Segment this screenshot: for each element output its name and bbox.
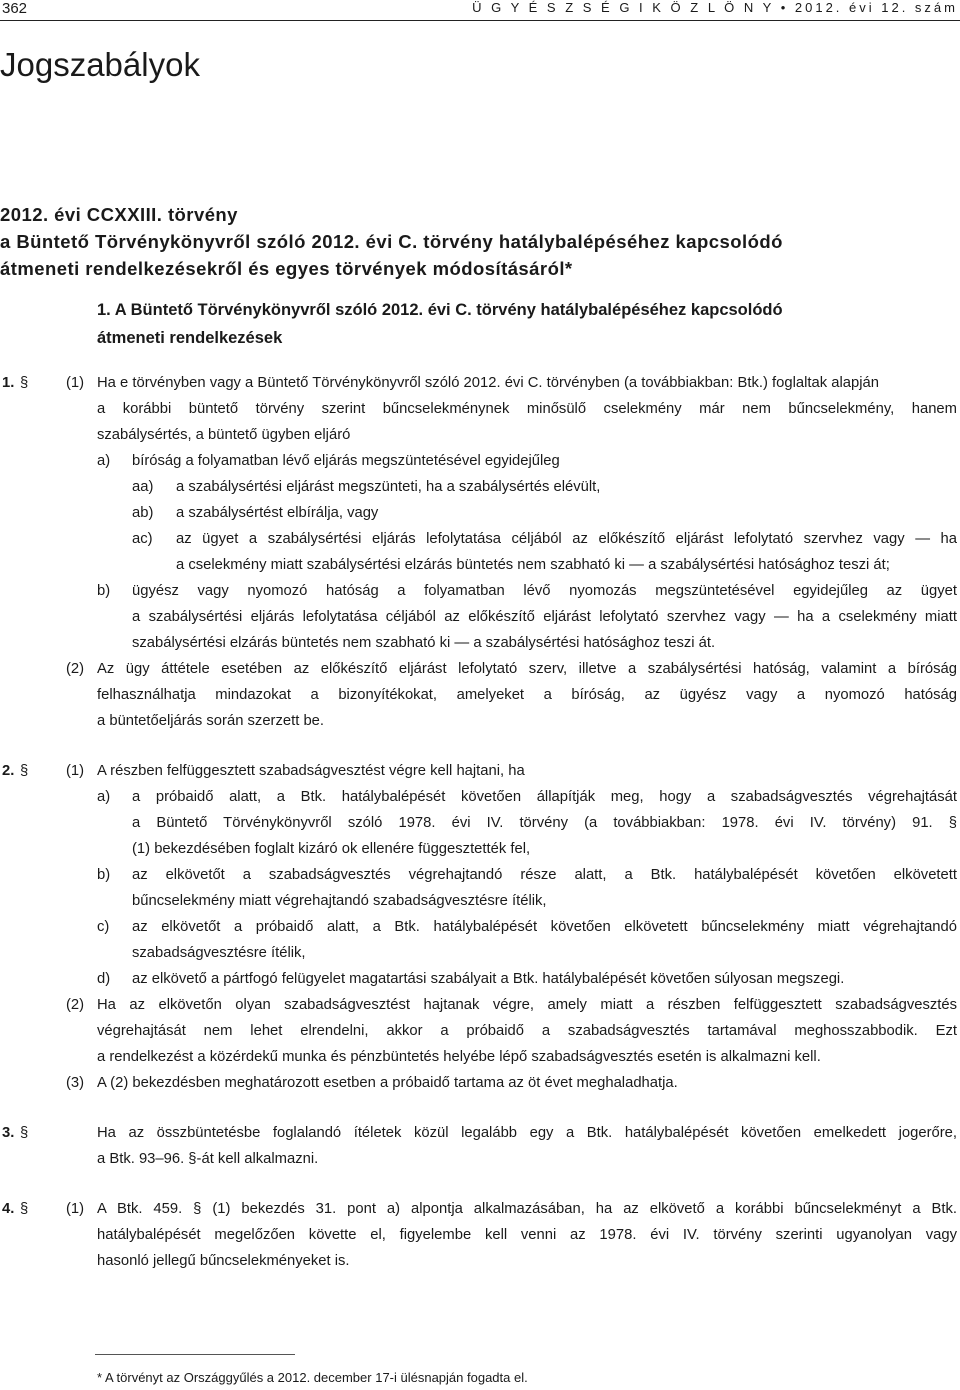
text-line: a szabálysértést elbírálja, vagy xyxy=(176,505,379,521)
point-label: b) xyxy=(97,583,111,599)
subpoint-label: ab) xyxy=(132,505,154,521)
section-sign: § xyxy=(20,763,29,779)
subsection-label: (2) xyxy=(66,661,85,677)
page-number: 362 xyxy=(2,0,28,17)
text-line: Az ügy áttétele esetében az előkészítő eljárást lefolytató szerv, illetve a szabálysértési hatóság, valamint a bíróság xyxy=(97,661,957,677)
text-line: Ha e törvényben vagy a Büntető Törvénykönyvről szóló 2012. évi C. törvényben (a továbbiakban: Btk.) foglaltak alapján xyxy=(97,375,879,391)
text-line: szabálysértés, a büntető ügyben eljáró xyxy=(97,427,351,443)
point-label: d) xyxy=(97,971,111,987)
paragraph-number: 1. xyxy=(2,375,15,391)
header-divider xyxy=(0,20,960,21)
text-line: a szabálysértési eljárást megszünteti, ha a szabálysértés elévült, xyxy=(176,479,601,495)
chapter-heading xyxy=(97,296,783,352)
law-title-line: a Büntető Törvénykönyvről szóló 2012. évi C. törvény hatálybalépéséhez kapcsolódó xyxy=(0,231,783,252)
chapter-heading-line: átmeneti rendelkezések xyxy=(97,329,283,347)
subsection-label: (2) xyxy=(66,997,85,1013)
law-title-line: átmeneti rendelkezésekről és egyes törvények módosításáról* xyxy=(0,258,573,279)
text-line: hatálybalépését megelőzően követte el, figyelembe kell venni az 1978. évi IV. törvény szerinti ugyanolyan vagy xyxy=(97,1227,957,1243)
journal-title: Ü G Y É S Z S É G I K Ö Z L Ö N Y • 2012. évi 12. szám xyxy=(472,0,958,15)
text-line: A (2) bekezdésben meghatározott esetben a próbaidő tartama az öt évet meghaladhatja. xyxy=(97,1075,678,1091)
text-line: hasonló jellegű bűncselekményeket is. xyxy=(97,1253,350,1269)
text-line: felhasználhatja mindazokat a bizonyítékokat, amelyeket a bíróság, az ügyész vagy a nyomozó hatóság xyxy=(97,687,957,703)
text-line: A Btk. 459. § (1) bekezdés 31. pont a) alpontja alkalmazásában, ha az elkövető a korábbi bűncselekményt a Btk. xyxy=(97,1201,957,1217)
text-line: a cselekmény miatt szabálysértési elzárás büntetés nem szabható ki — a szabálysértési hatósághoz teszi át; xyxy=(176,557,890,573)
text-line: a Btk. 93–96. §-át kell alkalmazni. xyxy=(97,1151,319,1167)
text-line: bűncselekmény miatt végrehajtandó szabadságvesztésre ítélik, xyxy=(132,893,547,909)
text-line: a szabálysértési eljárás lefolytatása céljából az előkészítő eljárást lefolytató szervhez vagy — ha a cselekmény miatt xyxy=(132,609,957,625)
text-line: az elkövetőt a szabadságvesztés végrehajtandó része alatt, a Btk. hatálybalépését követően elkövetett xyxy=(132,867,957,883)
paragraph-number: 3. xyxy=(2,1125,15,1141)
text-line: Ha az összbüntetésbe foglalandó ítéletek közül legalább egy a Btk. hatálybalépését követően emelkedett jogerőre, xyxy=(97,1125,957,1141)
subpoint-label: aa) xyxy=(132,479,154,495)
text-line: Ha az elkövetőn olyan szabadságvesztést hajtanak végre, amely miatt a részben felfüggesztett szabadságvesztés xyxy=(97,997,957,1013)
law-title-line: 2012. évi CCXXIII. törvény xyxy=(0,204,238,225)
text-line: az elkövetőt a próbaidő alatt, a Btk. hatálybalépését követően elkövetett bűncselekmény miatt végrehajtandó xyxy=(132,919,957,935)
text-line: A részben felfüggesztett szabadságvesztést végre kell hajtani, ha xyxy=(97,763,525,779)
text-line: a rendelkezést a közérdekű munka és pénzbüntetés helyébe lépő szabadságvesztés esetén is alkalmazni kell. xyxy=(97,1049,821,1065)
paragraph-number: 2. xyxy=(2,763,15,779)
text-line: a Büntető Törvénykönyvről szóló 1978. évi IV. törvény (a továbbiakban: 1978. évi IV. törvény) 91. § xyxy=(132,815,957,831)
text-line: szabálysértési elzárás büntetés nem szabható ki — a szabálysértési hatósághoz teszi át. xyxy=(132,635,716,651)
text-line: bíróság a folyamatban lévő eljárás megszüntetésével egyidejűleg xyxy=(132,453,560,469)
section-sign: § xyxy=(20,1125,29,1141)
footnote-divider xyxy=(95,1354,295,1355)
footnote: * A törvényt az Országgyűlés a 2012. december 17-i ülésnapján fogadta el. xyxy=(97,1370,528,1385)
point-label: c) xyxy=(97,919,110,935)
text-line: a korábbi büntető törvény szerint bűncselekménynek minősülő cselekmény már nem bűncselekmény, hanem xyxy=(97,401,957,417)
text-line: a próbaidő alatt, a Btk. hatálybalépését követően állapítják meg, hogy a szabadságvesztés végrehajtását xyxy=(132,789,957,805)
subsection-label: (3) xyxy=(66,1075,85,1091)
section-title: Jogszabályok xyxy=(0,46,200,83)
section-sign: § xyxy=(20,375,29,391)
law-title xyxy=(0,201,783,282)
text-line: szabadságvesztésre ítélik, xyxy=(132,945,306,961)
text-line: a büntetőeljárás során szerzett be. xyxy=(97,713,325,729)
point-label: a) xyxy=(97,789,111,805)
subsection-label: (1) xyxy=(66,763,85,779)
subsection-label: (1) xyxy=(66,375,85,391)
text-line: végrehajtását nem lehet elrendelni, akkor a próbaidő a szabadságvesztés tartamával meghosszabbodik. Ezt xyxy=(97,1023,957,1039)
subpoint-label: ac) xyxy=(132,531,153,547)
paragraph-number: 4. xyxy=(2,1201,15,1217)
text-line: az elkövető a pártfogó felügyelet magatartási szabályait a Btk. hatálybalépését követően súlyosan megszegi. xyxy=(132,971,845,987)
text-line: ügyész vagy nyomozó hatóság a folyamatban lévő nyomozás megszüntetésével egyidejűleg az ügyet xyxy=(132,583,957,599)
text-line: az ügyet a szabálysértési eljárás lefolytatása céljából az előkészítő eljárást lefolytató szervhez vagy — ha xyxy=(176,531,957,547)
section-sign: § xyxy=(20,1201,29,1217)
chapter-heading-line: 1. A Büntető Törvénykönyvről szóló 2012. évi C. törvény hatálybalépéséhez kapcsolódó xyxy=(97,301,783,319)
point-label: a) xyxy=(97,453,111,469)
point-label: b) xyxy=(97,867,111,883)
subsection-label: (1) xyxy=(66,1201,85,1217)
text-line: (1) bekezdésében foglalt kizáró ok ellenére függesztették fel, xyxy=(132,841,531,857)
